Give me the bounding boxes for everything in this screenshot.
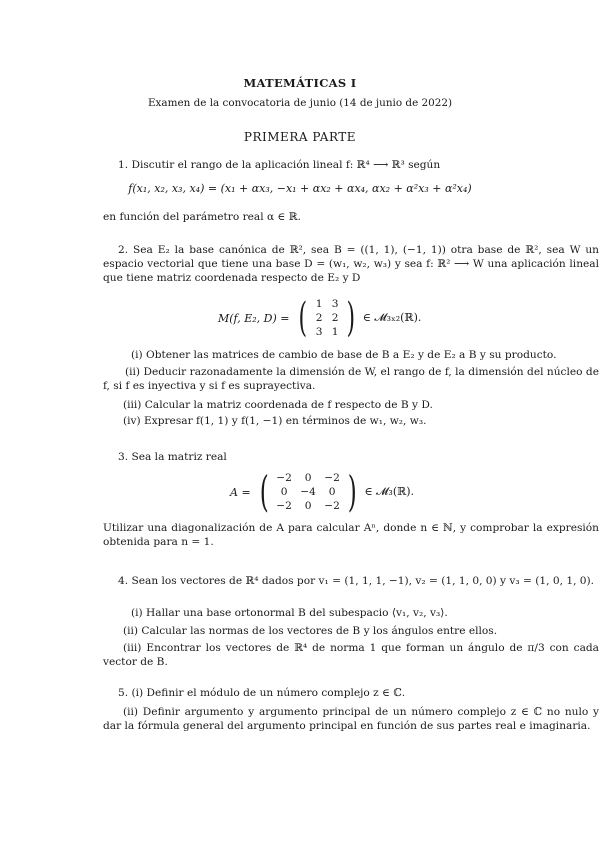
matrix-entry: −2 [324, 500, 340, 512]
matrix-entry: 2 [331, 312, 339, 324]
matrix-entry: −2 [276, 472, 292, 484]
matrix-entry: 3 [331, 298, 339, 310]
matrix-entry: 1 [331, 326, 339, 338]
q1-formula: f(x₁, x₂, x₃, x₄) = (x₁ + αx₃, −x₁ + αx₂ + αx₄, αx₂ + α²x₃ + α²x₄) [128, 182, 472, 195]
matrix-entry: 3 [315, 326, 323, 338]
q2-matrix-lhs: M(f, E₂, D) = [218, 311, 290, 325]
q3-task: Utilizar una diagonalización de A para calcular Aⁿ, donde n ∈ ℕ, y comprobar la expresión obtenida para n = 1. [103, 522, 599, 548]
q2-matrix [311, 297, 343, 339]
q2-right-paren: ) [346, 295, 356, 341]
matrix-entry: 1 [315, 298, 323, 310]
q3-right-paren: ) [347, 467, 357, 516]
q1-statement: 1. Discutir el rango de la aplicación lineal f: ℝ⁴ ⟶ ℝ³ según [118, 159, 441, 171]
matrix-entry: 0 [304, 500, 312, 512]
q4-statement: 4. Sean los vectores de ℝ⁴ dados por v₁ = (1, 1, 1, −1), v₂ = (1, 1, 0, 0) y v₃ = (1, 0, 1, 0). [118, 575, 595, 587]
q3-matrix-rhs: ∈ 𝓜₃(ℝ). [364, 485, 415, 498]
q3-statement: 3. Sea la matriz real [118, 451, 227, 463]
q2-part-iii: (iii) Calcular la matriz coordenada de f respecto de B y D. [123, 399, 433, 411]
matrix-entry: 0 [328, 486, 336, 498]
q2-matrix-equation [218, 297, 421, 339]
matrix-entry: −2 [276, 500, 292, 512]
q4-part-iii: (iii) Encontrar los vectores de ℝ⁴ de norma 1 que forman un ángulo de π/3 con cada vector de B. [103, 642, 599, 668]
q1-parameter-line: en función del parámetro real α ∈ ℝ. [103, 211, 301, 223]
matrix-entry: 0 [304, 472, 312, 484]
q3-matrix-lhs: A = [230, 485, 251, 499]
part-heading: PRIMERA PARTE [243, 130, 357, 144]
exam-subtitle: Examen de la convocatoria de junio (14 de junio de 2022) [147, 97, 453, 109]
q2-left-paren: ( [298, 295, 308, 341]
q4-part-ii: (ii) Calcular las normas de los vectores de B y los ángulos entre ellos. [123, 625, 498, 637]
q2-part-i: (i) Obtener las matrices de cambio de base de B a E₂ y de E₂ a B y su producto. [131, 349, 557, 361]
exam-title: MATEMÁTICAS I [243, 76, 357, 90]
q3-left-paren: ( [259, 467, 269, 516]
q3-matrix-equation [230, 467, 415, 516]
q5-part-i: 5. (i) Definir el módulo de un número complejo z ∈ ℂ. [118, 687, 406, 699]
q5-part-ii: (ii) Definir argumento y argumento principal de un número complejo z ∈ ℂ no nulo y dar la fórmula general del argumento principal en función de sus partes real e imaginaria. [103, 706, 599, 732]
matrix-entry: −4 [300, 486, 316, 498]
q2-part-ii: (ii) Deducir razonadamente la dimensión de W, el rango de f, la dimensión del núcleo de f, si f es inyectiva y si f es suprayectiva. [103, 366, 599, 392]
matrix-entry: 0 [280, 486, 288, 498]
matrix-entry: 2 [315, 312, 323, 324]
q3-matrix [272, 471, 344, 513]
matrix-entry: −2 [324, 472, 340, 484]
q2-matrix-rhs: ∈ 𝓜₃ₓ₂(ℝ). [362, 311, 422, 324]
q2-part-iv: (iv) Expresar f(1, 1) y f(1, −1) en términos de w₁, w₂, w₃. [123, 415, 427, 427]
q4-part-i: (i) Hallar una base ortonormal B del subespacio ⟨v₁, v₂, v₃⟩. [131, 607, 448, 619]
q2-statement: 2. Sea E₂ la base canónica de ℝ², sea B = ((1, 1), (−1, 1)) otra base de ℝ², sea W un espacio vectorial que tiene una base D = (w₁, w₂, w₃) y sea f: ℝ² ⟶ W una aplicación lineal que tiene matriz coordenada respecto de E₂ y D [103, 244, 599, 284]
